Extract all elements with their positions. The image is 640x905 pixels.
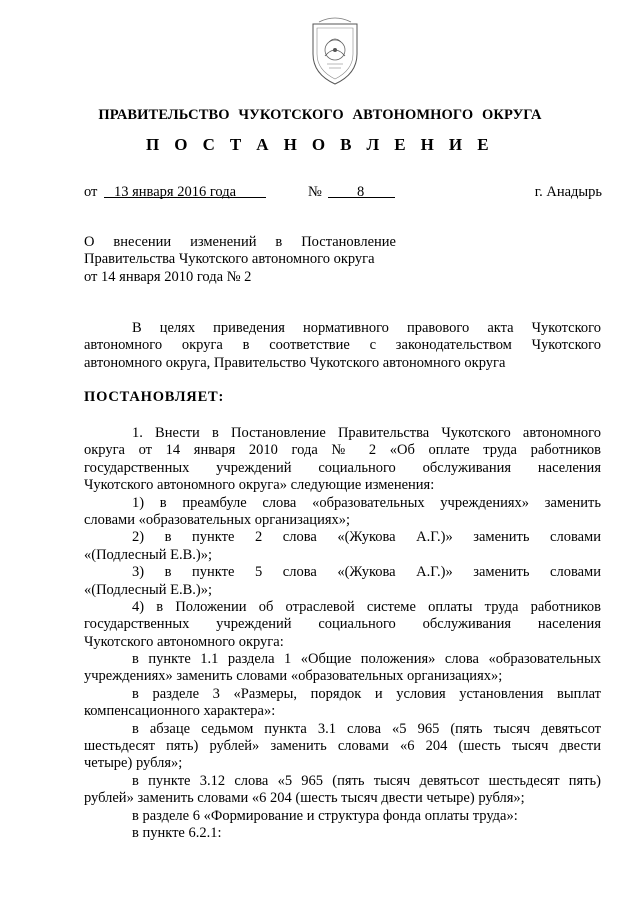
subject-line bbox=[84, 234, 396, 251]
body-line: 4) в Положении об отраслевой системе оплаты труда работников bbox=[132, 598, 601, 615]
number-label: № bbox=[308, 184, 322, 200]
preamble-line: В целях приведения нормативного правового акта Чукотского bbox=[132, 320, 601, 336]
body-line: четыре) рубля»; bbox=[84, 755, 183, 772]
body-line: рублей» заменить словами «6 204 (шесть тысяч двести четыре) рубля»; bbox=[84, 790, 525, 807]
body-line: компенсационного характера»: bbox=[84, 703, 276, 720]
subject-word: в bbox=[275, 234, 283, 250]
body-line: в пункте 3.12 слова «5 965 (пять тысяч девятьсот шестьдесят пять) bbox=[132, 772, 601, 789]
body-line: в разделе 3 «Размеры, порядок и условия установления выплат bbox=[132, 685, 601, 702]
body-line: 2) в пункте 2 слова «(Жукова А.Г.)» заменить словами bbox=[132, 529, 601, 546]
document-date: 13 января 2016 года bbox=[114, 184, 237, 200]
coat-of-arms-emblem bbox=[305, 14, 365, 86]
subject-word: О bbox=[84, 234, 95, 250]
body-line: словами «образовательных организациях»; bbox=[84, 511, 351, 528]
body-line: в пункте 6.2.1: bbox=[132, 824, 222, 841]
body-line: в разделе 6 «Формирование и структура фонда оплаты труда»: bbox=[132, 807, 518, 824]
subject-word: внесении bbox=[113, 234, 172, 250]
preamble bbox=[84, 320, 601, 372]
body-line: «(Подлесный Е.В.)»; bbox=[84, 546, 213, 563]
document-city: г. Анадырь bbox=[534, 184, 602, 200]
body-line: 3) в пункте 5 слова «(Жукова А.Г.)» заменить словами bbox=[132, 564, 601, 581]
body-line: Чукотского автономного округа» следующие изменения: bbox=[84, 477, 435, 494]
decree-body bbox=[84, 425, 601, 842]
body-line: 1. Внести в Постановление Правительства Чукотского автономного bbox=[132, 425, 601, 441]
preamble-line: автономного округа, Правительство Чукотского автономного округа bbox=[84, 354, 506, 371]
subject-line: Правительства Чукотского автономного округа bbox=[84, 251, 375, 268]
body-line: округа от 14 января 2010 года № 2 «Об оплате труда работников bbox=[84, 442, 601, 459]
organization-title: ПРАВИТЕЛЬСТВО ЧУКОТСКОГО АВТОНОМНОГО ОКРУГА bbox=[98, 107, 542, 123]
body-line: в абзаце седьмом пункта 3.1 слова «5 965 (пять тысяч девятьсот bbox=[132, 720, 601, 737]
body-line: 1) в преамбуле слова «образовательных учреждениях» заменить bbox=[132, 494, 601, 511]
document-number: 8 bbox=[357, 184, 365, 200]
subject-line: от 14 января 2010 года № 2 bbox=[84, 268, 252, 285]
subject-word: Постановление bbox=[301, 234, 396, 250]
body-line: Чукотского автономного округа: bbox=[84, 633, 284, 650]
body-line: учреждениях» заменить словами «образовательных организациях»; bbox=[84, 668, 503, 685]
document-type-title: П О С Т А Н О В Л Е Н И Е bbox=[146, 135, 494, 154]
body-line: в пункте 1.1 раздела 1 «Общие положения» слова «образовательных bbox=[132, 651, 601, 668]
body-line: «(Подлесный Е.В.)»; bbox=[84, 581, 213, 598]
preamble-line: автономного округа в соответствие с законодательством Чукотского bbox=[84, 337, 601, 354]
decree-heading: ПОСТАНОВЛЯЕТ: bbox=[84, 389, 225, 405]
body-line: шестьдесят пять) рублей» заменить словами «6 204 (шесть тысяч двести bbox=[84, 738, 601, 755]
document-subject bbox=[84, 234, 396, 286]
subject-word: изменений bbox=[190, 234, 257, 250]
body-line: государственных учреждений социального обслуживания населения bbox=[84, 459, 601, 476]
body-line: государственных учреждений социального обслуживания населения bbox=[84, 616, 601, 633]
date-prefix: от bbox=[84, 184, 98, 200]
